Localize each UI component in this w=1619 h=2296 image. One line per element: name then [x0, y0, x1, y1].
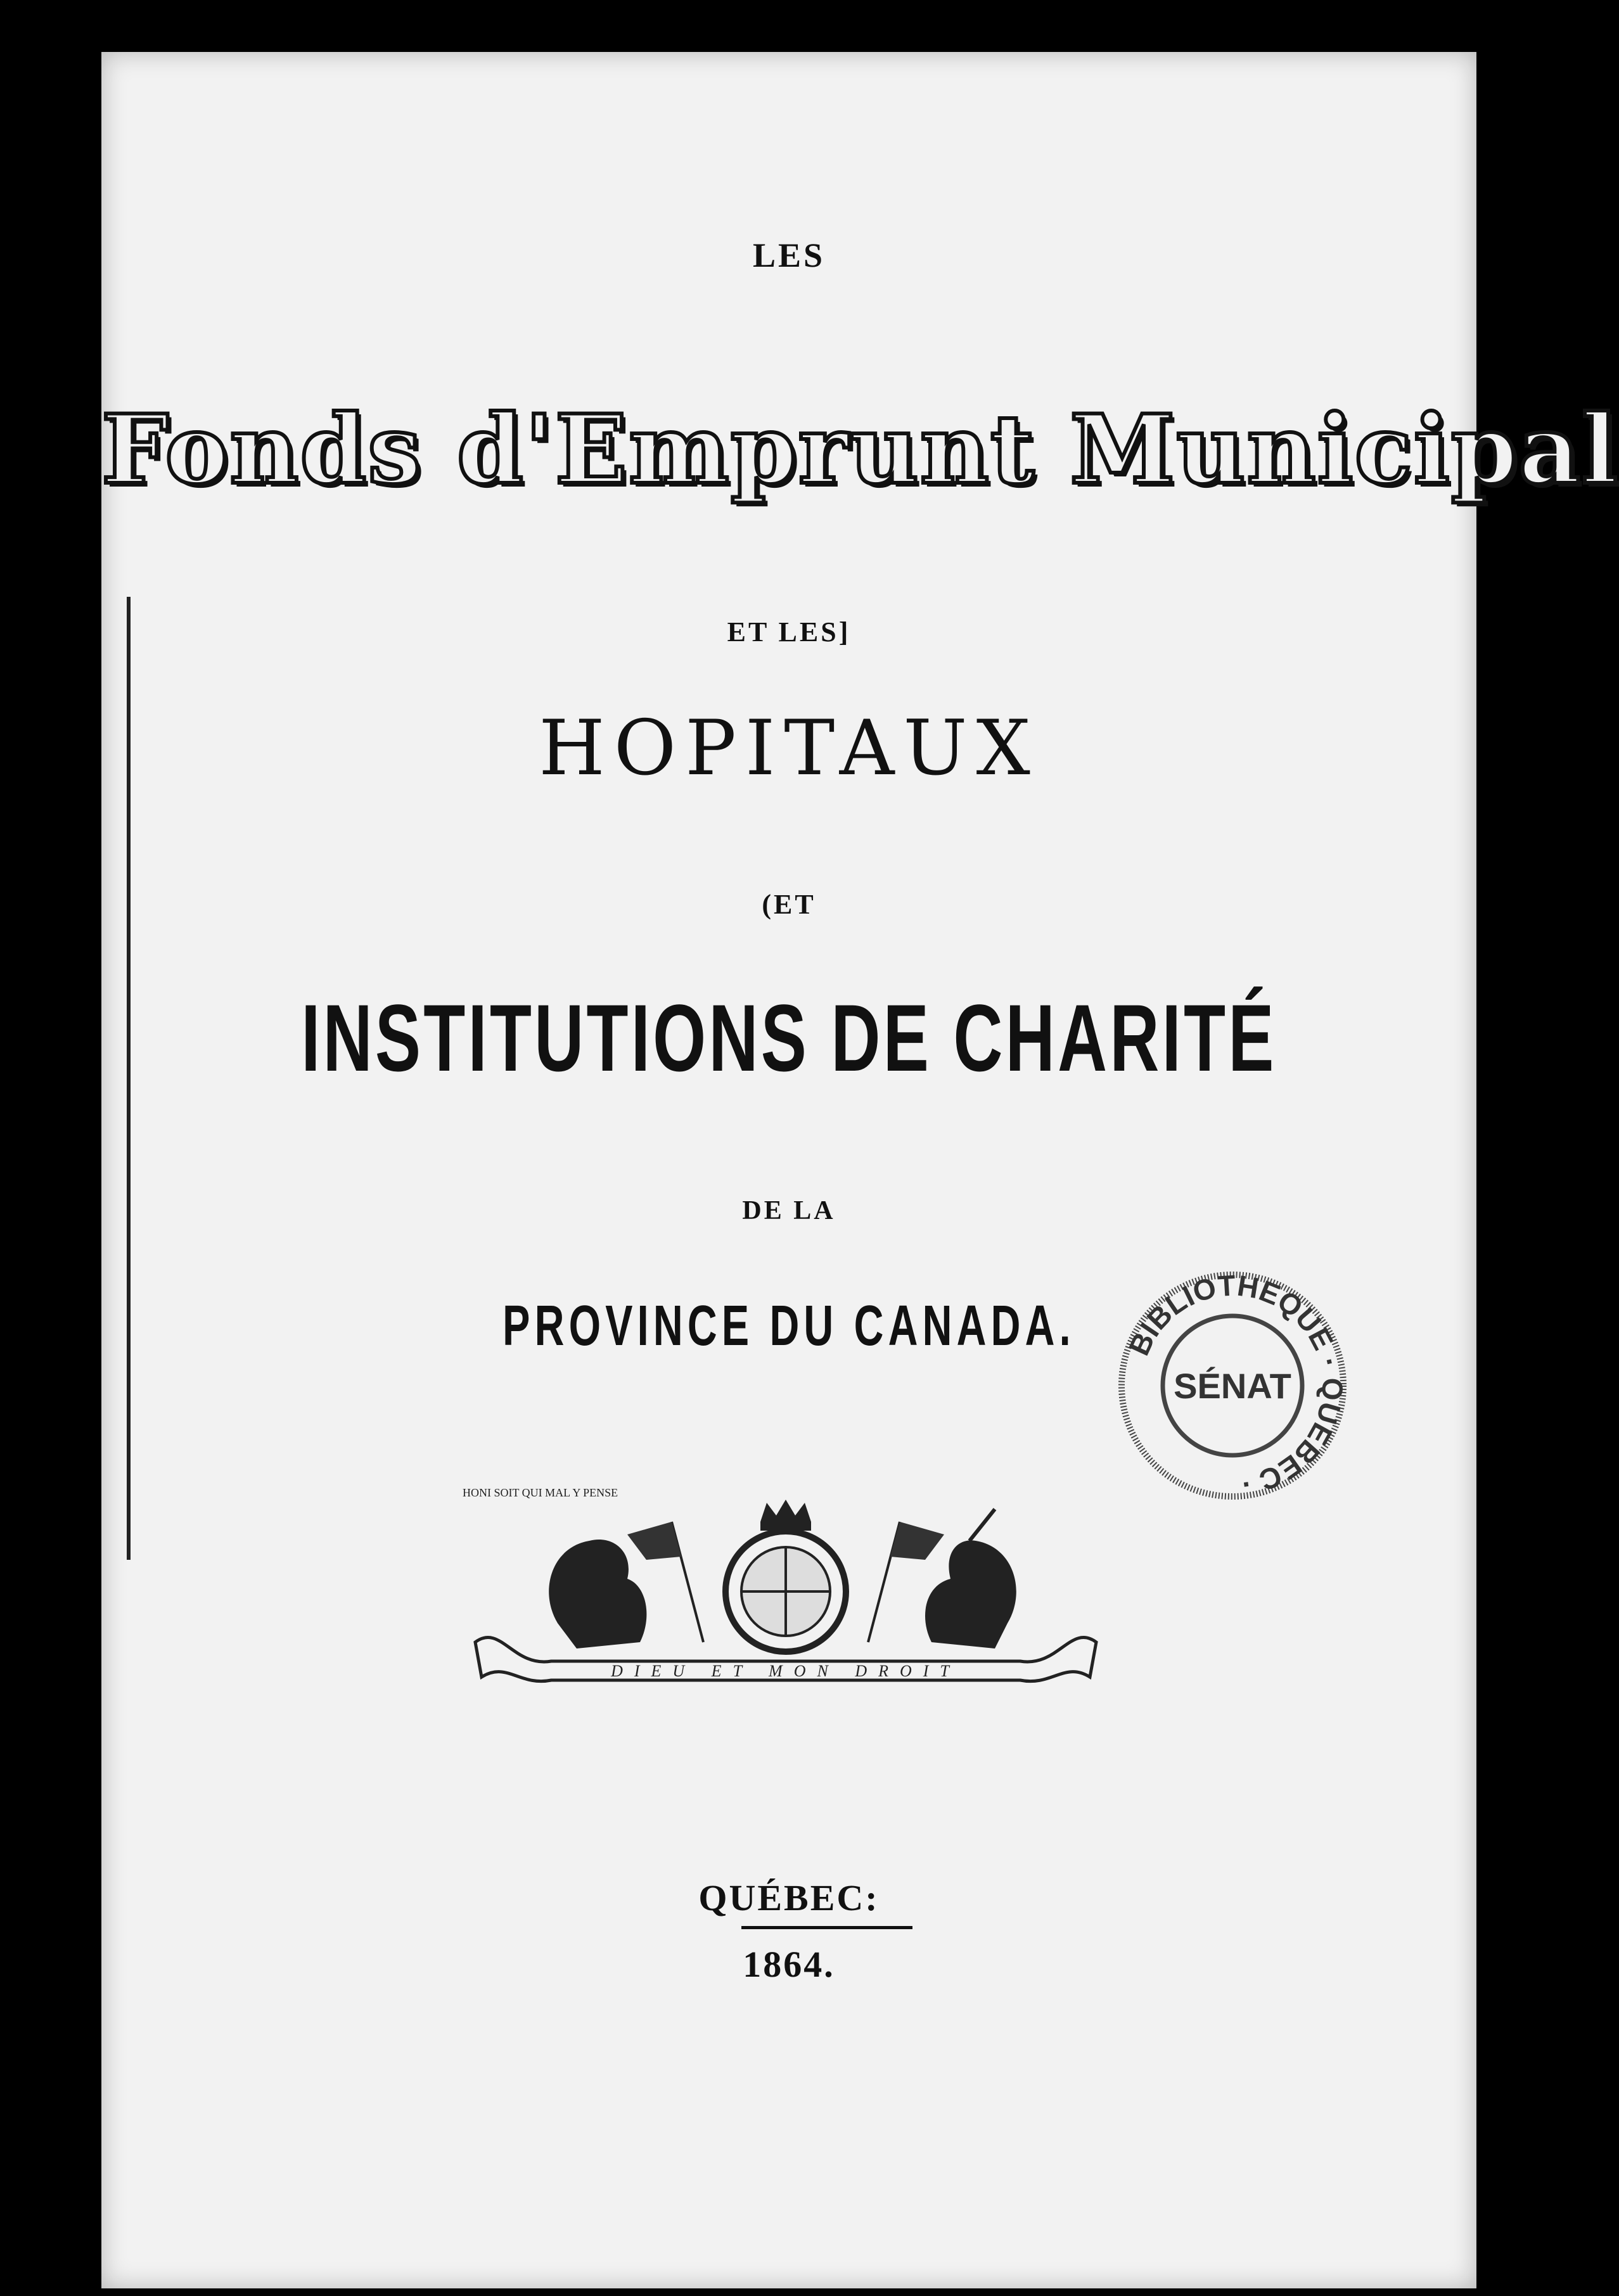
imprint-divider	[741, 1926, 912, 1929]
stamp-ring-text: BIBLIOTHEQUE · QUEBEC ·	[1122, 1268, 1350, 1502]
imprint-year: 1864.	[743, 1944, 835, 1985]
et-heading: (ET	[762, 889, 816, 920]
province-heading: PROVINCE DU CANADA.	[502, 1294, 1075, 1358]
royal-coat-of-arms-emblem	[463, 1486, 1109, 1687]
et-les-heading: ET LES]	[727, 616, 851, 647]
institutions-heading: INSTITUTIONS DE CHARITÉ	[301, 985, 1277, 1091]
garter-motto: HONI SOIT QUI MAL Y PENSE	[463, 1486, 618, 1499]
library-stamp	[1115, 1268, 1350, 1503]
hopitaux-heading: HOPITAUX	[539, 705, 1039, 793]
main-title: Fonds d'Emprunt Municipal	[101, 394, 1619, 506]
de-la-heading: DE LA	[742, 1196, 836, 1225]
ribbon-motto: DIEU ET MON DROIT	[611, 1662, 961, 1680]
les-heading: LES	[752, 236, 826, 274]
document-page	[101, 52, 1619, 2288]
imprint-place: QUÉBEC:	[698, 1877, 880, 1918]
stamp-center-text: SÉNAT	[1174, 1366, 1291, 1406]
